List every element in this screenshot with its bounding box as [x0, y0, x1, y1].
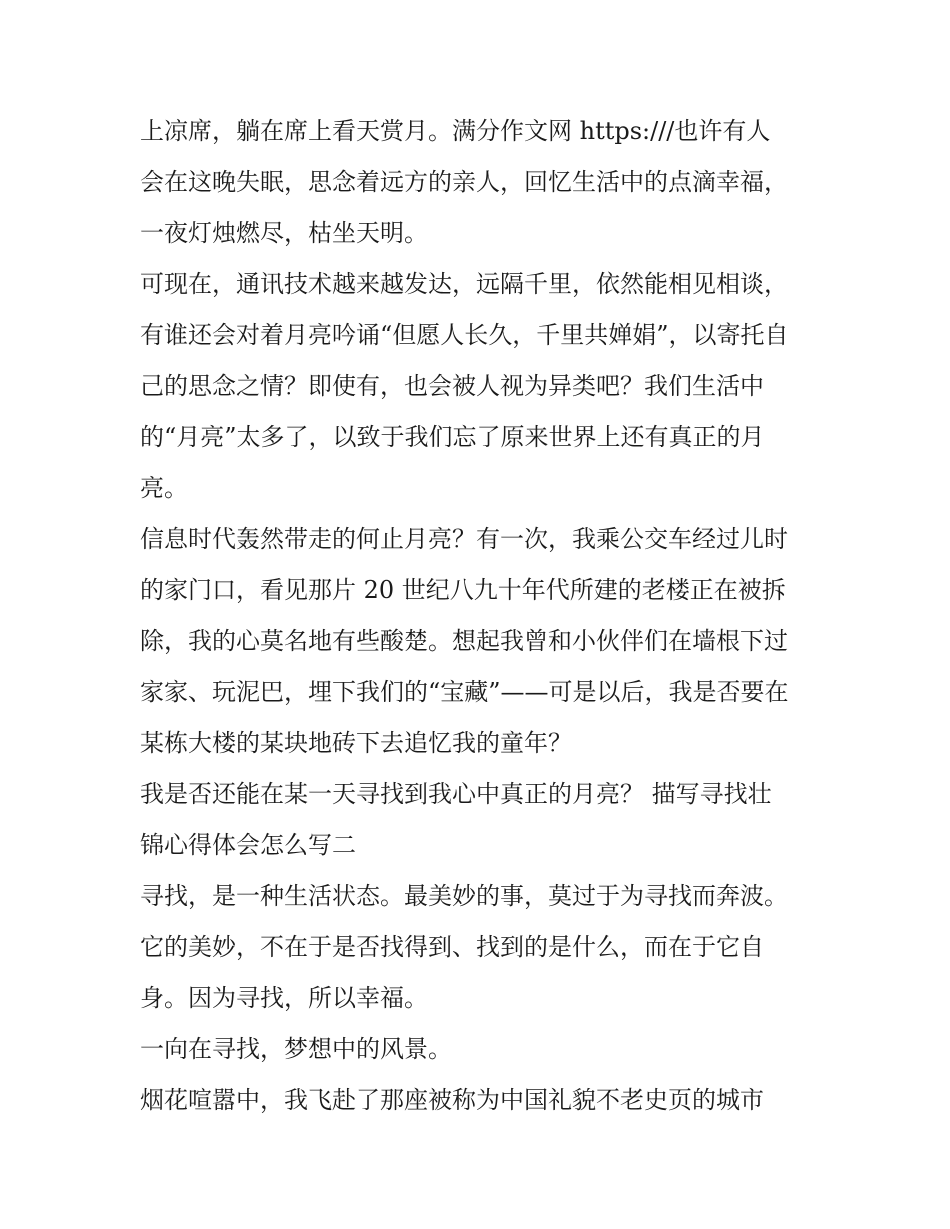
text-line: 家家、玩泥巴，埋下我们的“宝藏”——可是以后，我是否要在: [140, 678, 789, 706]
document-body: [140, 106, 820, 1126]
text-line: 己的思念之情？即使有，也会被人视为异类吧？我们生活中: [140, 372, 764, 400]
text-line: 会在这晚失眠，思念着远方的亲人，回忆生活中的点滴幸福，: [140, 168, 788, 196]
text-line: 锦心得体会怎么写二: [140, 831, 356, 859]
text-line: 烟花喧嚣中，我飞赴了那座被称为中国礼貌不老史页的城市: [140, 1086, 764, 1114]
text-line: 一向在寻找，梦想中的风景。: [140, 1035, 452, 1063]
text-line: 可现在，通讯技术越来越发达，远隔千里，依然能相见相谈，: [140, 270, 788, 298]
text-line: 一夜灯烛燃尽，枯坐天明。: [140, 219, 428, 247]
text-line: 的“月亮”太多了，以致于我们忘了原来世界上还有真正的月: [140, 423, 765, 451]
text-line: 我是否还能在某一天寻找到我心中真正的月亮？ 描写寻找壮: [140, 780, 772, 808]
text-line: 信息时代轰然带走的何止月亮？有一次，我乘公交车经过儿时: [140, 525, 788, 553]
text-line: 有谁还会对着月亮吟诵“但愿人长久，千里共婵娟”，以寄托自: [140, 321, 789, 349]
text-line: 它的美妙，不在于是否找得到、找到的是什么，而在于它自: [140, 933, 764, 961]
text-line: 某栋大楼的某块地砖下去追忆我的童年？: [140, 729, 572, 757]
text-line: 寻找，是一种生活状态。最美妙的事，莫过于为寻找而奔波。: [140, 882, 788, 910]
text-line: 上凉席，躺在席上看天赏月。满分作文网 https:///也许有人: [140, 117, 771, 145]
text-line: 亮。: [140, 474, 188, 502]
text-line: 除，我的心莫名地有些酸楚。想起我曾和小伙伴们在墙根下过: [140, 627, 788, 655]
text-line: 的家门口，看见那片 20 世纪八九十年代所建的老楼正在被拆: [140, 576, 786, 604]
text-line: 身。因为寻找，所以幸福。: [140, 984, 428, 1012]
